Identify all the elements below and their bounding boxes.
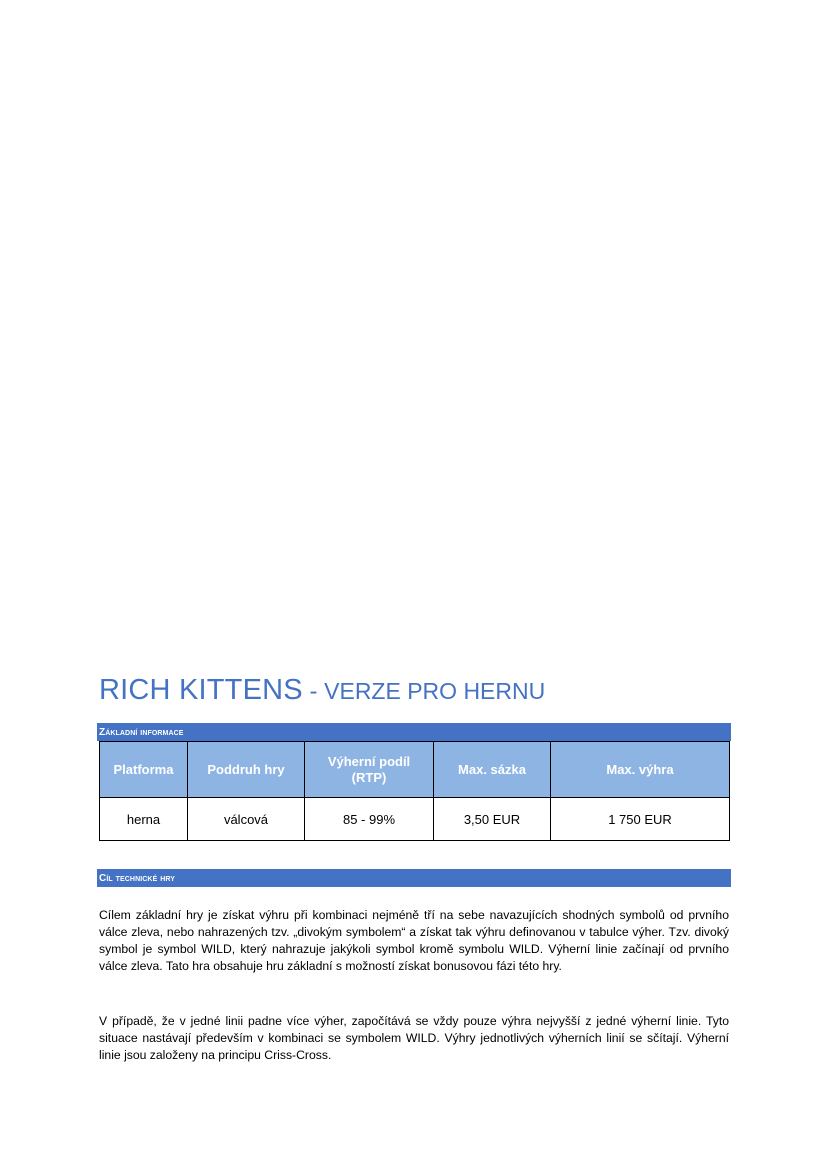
header-max-bet: Max. sázka	[434, 742, 551, 798]
cell-rtp: 85 - 99%	[305, 798, 434, 841]
paragraph-win-rules: V případě, že v jedné linii padne více výher, započítává se vždy pouze výhra nejvyšší z jedné výherní linie. Tyto situace nastávají především v kombinaci se symbolem WILD. Výhry jednotlivých výherních linií se sčítají. Výherní linie jsou založeny na principu Criss-Cross.	[99, 1014, 729, 1062]
title-separator: -	[302, 678, 325, 705]
table-row	[100, 798, 730, 841]
title-subtitle: VERZE PRO HERNU	[324, 678, 546, 704]
cell-game-subtype: válcová	[188, 798, 305, 841]
header-max-win: Max. výhra	[551, 742, 730, 798]
document-title	[99, 668, 545, 712]
header-rtp: Výherní podíl (RTP)	[305, 742, 434, 798]
header-platform: Platforma	[100, 742, 188, 798]
paragraph-game-goal: Cílem základní hry je získat výhru při kombinaci nejméně tří na sebe navazujících shodných symbolů od prvního válce zleva, nebo nahrazených tzv. „divokým symbolem“ a získat tak výhru definovanou v tabulce výher. Tzv. divoký symbol je symbol WILD, který nahrazuje jakýkoli symbol kromě symbolu WILD. Výherní linie začínají od prvního válce zleva. Tato hra obsahuje hru základní s možností získat bonusovou fázi této hry.	[99, 908, 729, 973]
section-heading-game-goal: Cíl technické hry	[97, 869, 731, 887]
cell-platform: herna	[100, 798, 188, 841]
table-header-row	[100, 742, 730, 798]
header-game-subtype: Poddruh hry	[188, 742, 305, 798]
section-heading-basic-info: Základní informace	[97, 723, 731, 741]
cell-max-win: 1 750 EUR	[551, 798, 730, 841]
title-main: RICH KITTENS	[99, 674, 303, 706]
basic-info-table	[99, 741, 730, 841]
cell-max-bet: 3,50 EUR	[434, 798, 551, 841]
